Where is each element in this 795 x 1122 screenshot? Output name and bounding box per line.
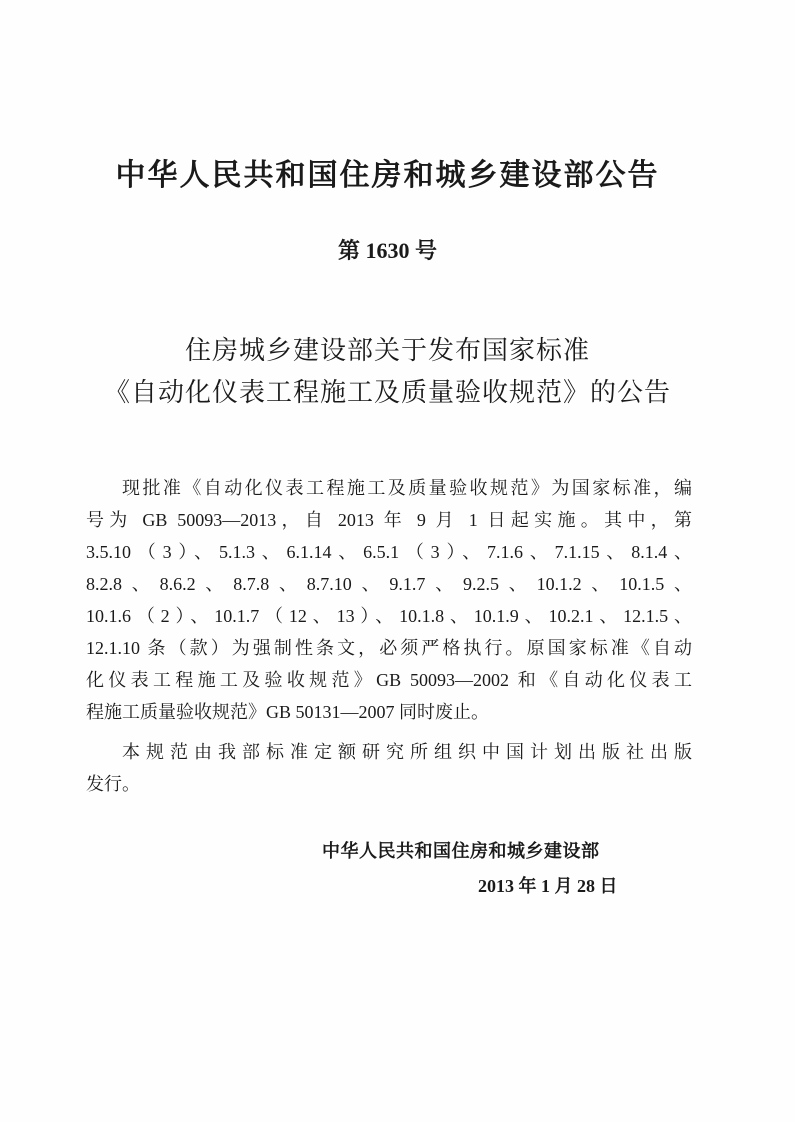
- signature-organization: 中华人民共和国住房和城乡建设部: [322, 841, 600, 862]
- body-line: 化仪表工程施工及验收规范》GB 50093—2002 和《自动化仪表工: [86, 670, 692, 690]
- body-line: 程施工质量验收规范》GB 50131—2007 同时废止。: [86, 702, 490, 722]
- body-paragraph-1: [86, 472, 692, 728]
- body-line: 号为 GB 50093—2013，自 2013 年 9 月 1 日起实施。其中，第: [86, 510, 692, 530]
- body-line: 3.5.10（3）、5.1.3、6.1.14、6.5.1（3）、7.1.6、7.1.15、8.1.4、: [86, 542, 692, 562]
- body-line: 本规范由我部标准定额研究所组织中国计划出版社出版: [122, 742, 692, 762]
- signature-date: 2013 年 1 月 28 日: [478, 876, 618, 896]
- subtitle-line-1: 住房城乡建设部关于发布国家标准: [184, 336, 590, 366]
- body-line: 10.1.6（2）、10.1.7（12、13）、10.1.8、10.1.9、10.2.1、12.1.5、: [86, 606, 692, 626]
- body-line: 12.1.10 条（款）为强制性条文，必须严格执行。原国家标准《自动: [86, 638, 692, 658]
- body-line: 现批准《自动化仪表工程施工及质量验收规范》为国家标准，编: [122, 478, 692, 498]
- announcement-title: 中华人民共和国住房和城乡建设部公告: [115, 158, 660, 193]
- body-line: 8.2.8、8.6.2、8.7.8、8.7.10、9.1.7、9.2.5、10.1.2、10.1.5、: [86, 574, 692, 594]
- subtitle-line-2: 《自动化仪表工程施工及质量验收规范》的公告: [103, 378, 671, 408]
- body-paragraph-2: [86, 736, 692, 800]
- announcement-subtitle: [0, 330, 795, 414]
- body-line: 发行。: [86, 774, 140, 794]
- announcement-number: 第 1630 号: [337, 238, 437, 263]
